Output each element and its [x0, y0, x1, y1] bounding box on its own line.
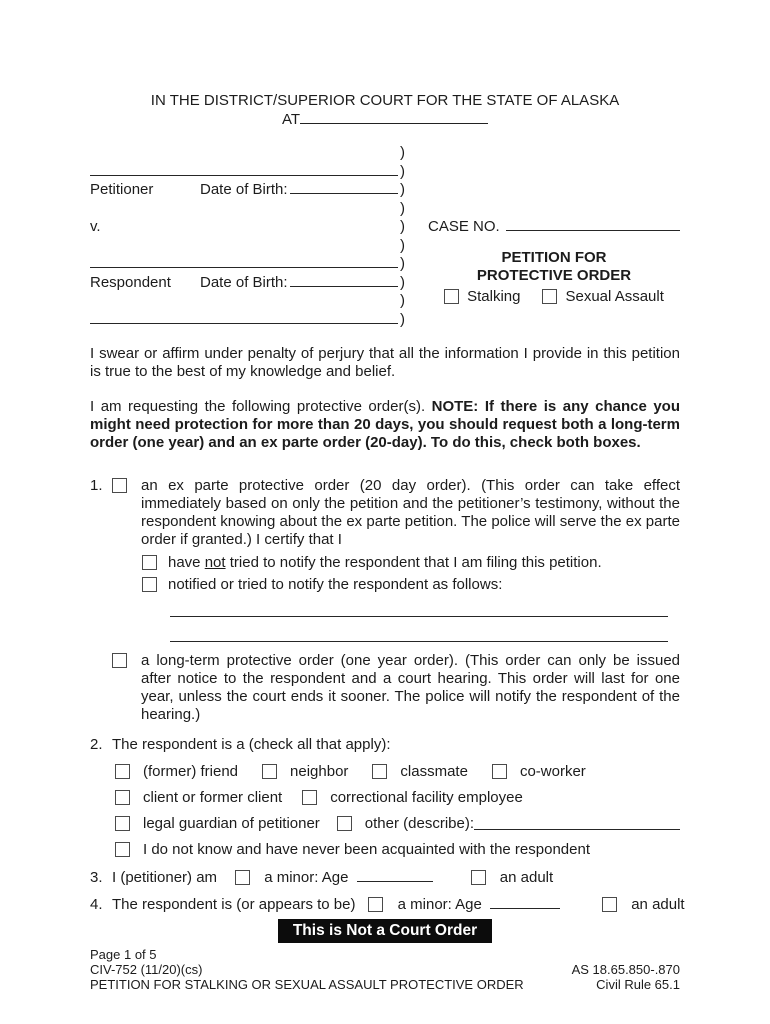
respondent-dob-blank[interactable] — [290, 286, 398, 287]
case-caption — [90, 144, 680, 329]
long-term-order-checkbox[interactable] — [112, 653, 127, 668]
footer-row-form-number — [90, 962, 680, 977]
form-number: CIV-752 (11/20)(cs) — [90, 962, 203, 977]
notify-option-not-tried — [142, 554, 680, 571]
versus-row: v. ) — [90, 218, 405, 235]
notification-detail-line-2[interactable] — [170, 641, 668, 642]
relation-row-2 — [115, 789, 680, 806]
relation-row-4 — [115, 841, 680, 858]
correctional-employee-checkbox[interactable] — [302, 790, 317, 805]
notified-checkbox[interactable] — [142, 577, 157, 592]
form-title-line2: PROTECTIVE ORDER — [476, 267, 632, 284]
ex-parte-text: an ex parte protective order (20 day order). (This order can take effect immediately based on only the petition and the petitioner’s testimony, without the respondent knowing about the ex parte petition. The police will serve the ex parte order if granted.) I certify that I — [141, 477, 680, 548]
option-co-worker: co-worker — [492, 763, 586, 781]
long-term-text: a long-term protective order (one year order). (This order can only be issued after notice to the respondent and a court hearing. This order will last for one year, unless the court ends it sooner. The police will notify the respondent of the hearing.) — [141, 652, 680, 723]
oath-paragraph: I swear or affirm under penalty of perjury that all the information I provide in this petition is true to the best of my knowledge and belief. — [90, 345, 680, 380]
respondent-minor-checkbox[interactable] — [368, 897, 383, 912]
co-worker-checkbox[interactable] — [492, 764, 507, 779]
case-number-row — [428, 218, 680, 236]
court-location-blank[interactable] — [300, 123, 488, 124]
notification-detail-line-1[interactable] — [170, 616, 668, 617]
request-paragraph — [90, 398, 680, 452]
caption-row: ) — [400, 236, 405, 254]
option-other: other (describe): — [337, 815, 474, 833]
footer-row-form-title — [90, 977, 680, 992]
caption-parties — [90, 144, 405, 329]
not-tried-checkbox[interactable] — [142, 555, 157, 570]
at-label: AT — [281, 111, 301, 128]
petitioner-age-blank[interactable] — [357, 881, 433, 882]
order-type-row — [428, 288, 680, 305]
option-client: client or former client — [115, 789, 282, 807]
relation-row-3 — [115, 815, 680, 832]
petitioner-minor-label: a minor: Age — [264, 869, 349, 886]
respondent-name-row: ) — [90, 255, 405, 274]
item-4-respondent-age — [90, 896, 685, 914]
request-intro: I am requesting the following protective order(s). — [90, 398, 432, 415]
respondent-label: Respondent — [90, 273, 171, 291]
option-unacquainted: I do not know and have never been acquainted with the respondent — [115, 841, 590, 859]
caption-bottom-row: ) — [90, 311, 405, 330]
not-court-order-banner: This is Not a Court Order — [278, 919, 492, 943]
petitioner-label-row: Petitioner Date of Birth: ) — [90, 181, 405, 198]
former-friend-checkbox[interactable] — [115, 764, 130, 779]
petitioner-minor-checkbox[interactable] — [235, 870, 250, 885]
caption-row: ) — [400, 199, 405, 217]
footer-form-title: PETITION FOR STALKING OR SEXUAL ASSAULT PROTECTIVE ORDER — [90, 977, 524, 992]
notify-option-notified — [142, 576, 680, 593]
unacquainted-checkbox[interactable] — [115, 842, 130, 857]
footer-row-page — [90, 947, 680, 962]
form-footer — [90, 947, 680, 992]
other-describe-blank[interactable] — [474, 829, 680, 830]
petitioner-dob-label: Date of Birth: — [200, 181, 288, 198]
option-former-friend: (former) friend — [115, 763, 238, 781]
caption-row — [90, 144, 405, 163]
notified-label: notified or tried to notify the respondent as follows: — [168, 575, 503, 593]
court-location-line — [90, 111, 680, 129]
sexual-assault-checkbox[interactable] — [542, 289, 557, 304]
petitioner-name-row: ) — [90, 163, 405, 182]
court-title: IN THE DISTRICT/SUPERIOR COURT FOR THE STATE OF ALASKA — [150, 92, 620, 109]
ex-parte-order-checkbox[interactable] — [112, 478, 127, 493]
caption-bottom-blank[interactable] — [90, 323, 398, 324]
petitioner-dob-blank[interactable] — [290, 193, 398, 194]
request-note: NOTE: If there is any chance you might need protection for more than 20 days, you should request both a long-term order (one year) and an ex parte order (20-day). To do this, check both boxes. — [90, 398, 680, 451]
not-underlined: not — [204, 553, 226, 571]
respondent-adult-label: an adult — [631, 896, 685, 913]
banner-row — [90, 919, 680, 943]
case-number-label: CASE NO. — [428, 218, 500, 235]
respondent-adult-checkbox[interactable] — [602, 897, 617, 912]
caption-case-info — [428, 144, 680, 329]
petitioner-name-blank[interactable] — [90, 175, 398, 176]
item-3-text: I (petitioner) am — [112, 869, 218, 886]
page-number: Page 1 of 5 — [90, 947, 157, 962]
item-1-ex-parte — [90, 477, 680, 549]
respondent-minor-label: a minor: Age — [397, 896, 482, 913]
caption-paren: ) — [400, 144, 405, 161]
item-2-heading: The respondent is a (check all that apply): — [112, 736, 391, 753]
item-1-number: 1. — [90, 477, 103, 494]
item-4-number: 4. — [90, 896, 103, 913]
option-neighbor: neighbor — [262, 763, 348, 781]
civil-rule-reference: Civil Rule 65.1 — [596, 977, 680, 992]
client-checkbox[interactable] — [115, 790, 130, 805]
form-title-line1: PETITION FOR — [501, 249, 607, 266]
stalking-label: Stalking — [467, 287, 521, 305]
item-3-petitioner-age — [90, 869, 680, 887]
not-tried-label: have not tried to notify the respondent that I am filing this petition. — [168, 553, 602, 571]
relation-row-1 — [115, 763, 680, 780]
other-checkbox[interactable] — [337, 816, 352, 831]
stalking-checkbox[interactable] — [444, 289, 459, 304]
legal-guardian-checkbox[interactable] — [115, 816, 130, 831]
classmate-checkbox[interactable] — [372, 764, 387, 779]
caption-row: ) — [400, 292, 405, 309]
versus-label: v. — [90, 218, 101, 235]
option-classmate: classmate — [372, 763, 468, 781]
neighbor-checkbox[interactable] — [262, 764, 277, 779]
sexual-assault-label: Sexual Assault — [565, 287, 664, 305]
respondent-age-blank[interactable] — [490, 908, 560, 909]
petitioner-adult-label: an adult — [499, 869, 554, 886]
option-correctional-employee: correctional facility employee — [302, 789, 523, 807]
petitioner-adult-checkbox[interactable] — [471, 870, 486, 885]
item-2-respondent-relation — [90, 736, 680, 754]
respondent-label-row: Respondent Date of Birth: ) — [90, 273, 405, 291]
option-legal-guardian: legal guardian of petitioner — [115, 815, 320, 833]
respondent-name-blank[interactable] — [90, 267, 398, 268]
statute-reference: AS 18.65.850-.870 — [571, 962, 680, 977]
case-number-blank[interactable] — [506, 230, 680, 231]
respondent-dob-label: Date of Birth: — [200, 273, 288, 291]
item-3-number: 3. — [90, 869, 103, 886]
item-2-number: 2. — [90, 736, 103, 753]
petitioner-label: Petitioner — [90, 181, 154, 198]
item-1-long-term — [112, 652, 680, 724]
item-4-text: The respondent is (or appears to be) — [112, 896, 356, 913]
